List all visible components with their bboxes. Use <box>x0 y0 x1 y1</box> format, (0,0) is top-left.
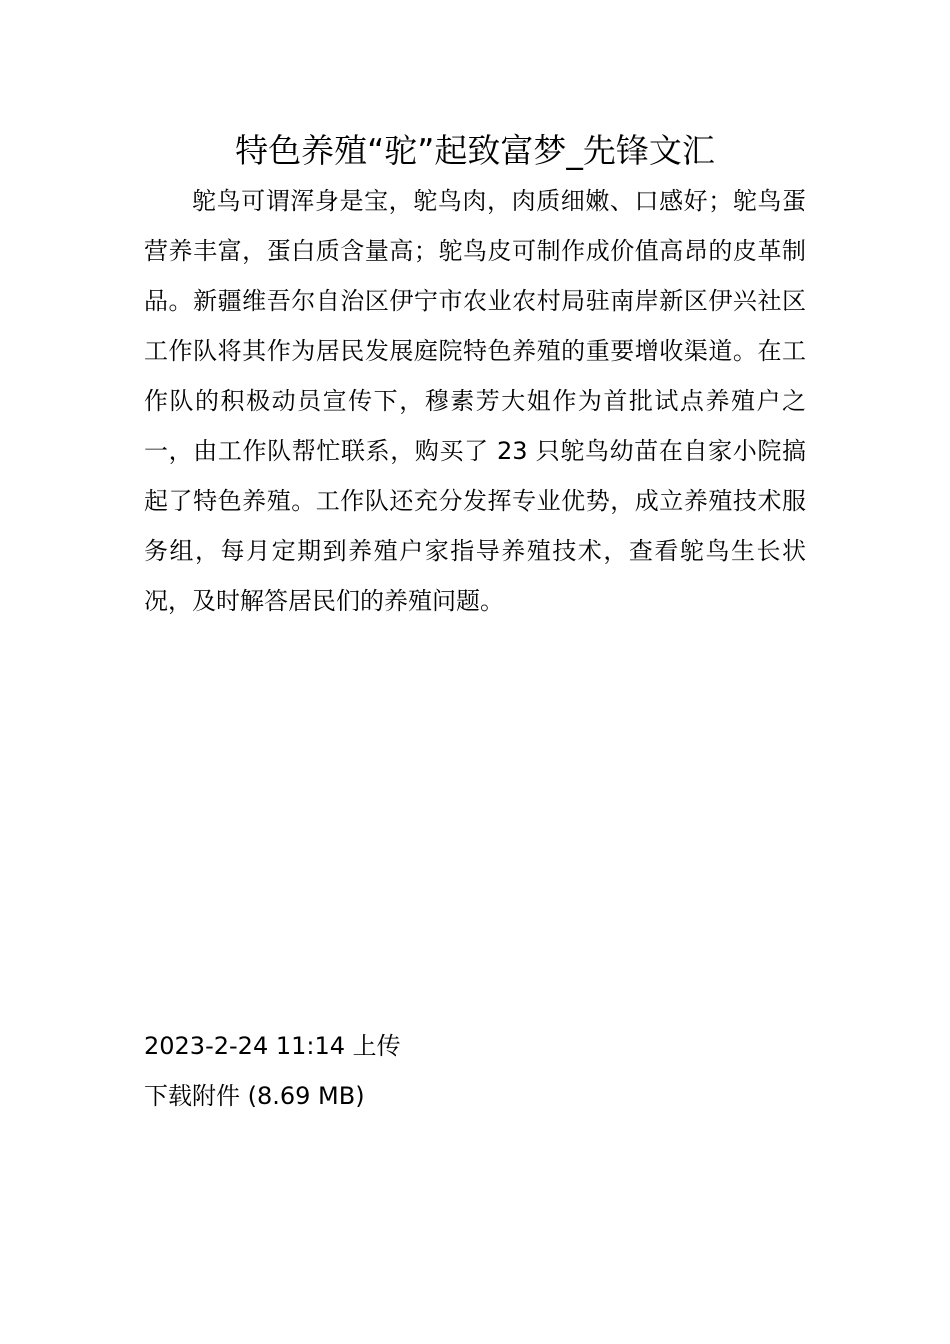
download-attachment-row <box>144 1071 365 1121</box>
article-title: 特色养殖“驼”起致富梦_先锋文汇 <box>235 131 715 170</box>
article-body: 鸵鸟可谓浑身是宝，鸵鸟肉，肉质细嫩、口感好；鸵鸟蛋营养丰富，蛋白质含量高；鸵鸟皮可制作成价值高昂的皮革制品。新疆维吾尔自治区伊宁市农业农村局驻南岸新区伊兴社区工作队将其作为居民发展庭院特色养殖的重要增收渠道。在工作队的积极动员宣传下，穆素芳大姐作为首批试点养殖户之一，由工作队帮忙联系，购买了 23 只鸵鸟幼苗在自家小院搞起了特色养殖。工作队还充分发挥专业优势，成立养殖技术服务组，每月定期到养殖户家指导养殖技术，查看鸵鸟生长状况，及时解答居民们的养殖问题。 <box>144 187 806 615</box>
download-attachment-link[interactable]: 下载附件 (8.69 MB) <box>144 1082 365 1110</box>
upload-timestamp: 2023-2-24 11:14 上传 <box>144 1032 401 1060</box>
